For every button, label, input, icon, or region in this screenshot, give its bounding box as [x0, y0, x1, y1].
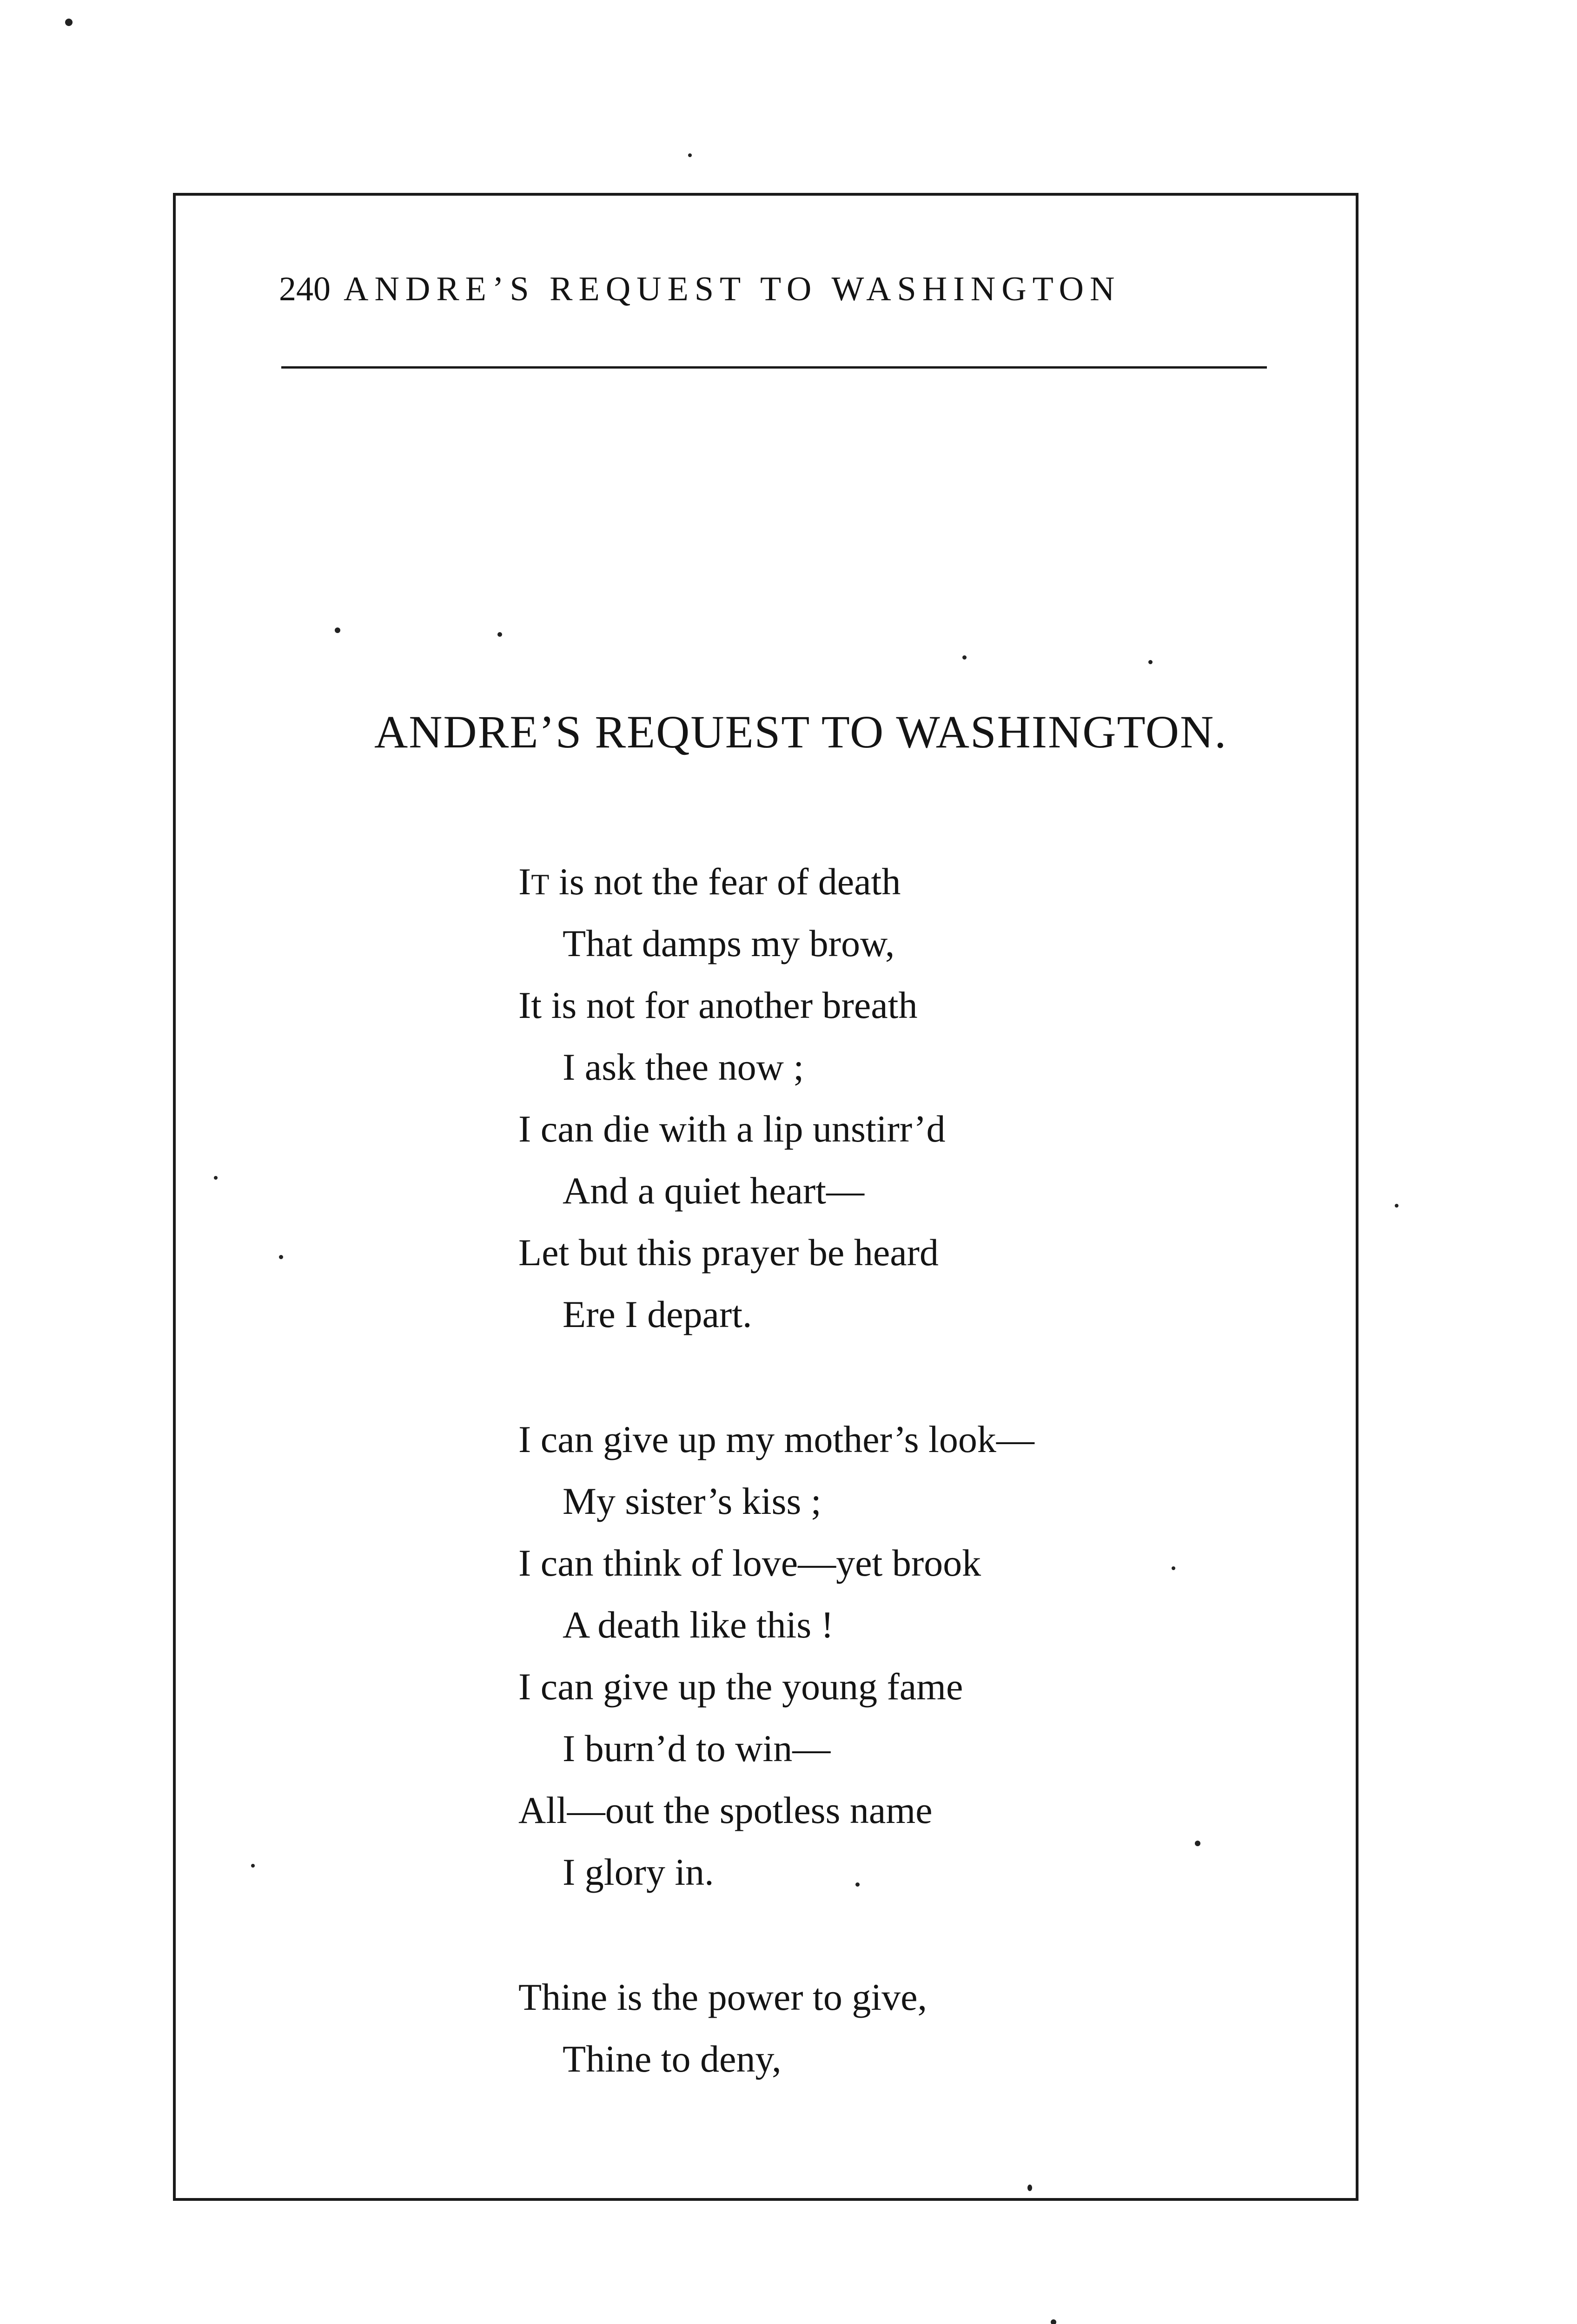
scan-speck: [1027, 2185, 1032, 2191]
stanza-2: [518, 1408, 1034, 1903]
verse-line: All—out the spotless name: [518, 1789, 933, 1831]
verse-line: My sister’s kiss ;: [563, 1480, 822, 1522]
scan-speck: [1195, 1841, 1200, 1846]
verse-line: And a quiet heart—: [563, 1169, 864, 1212]
verse-line: [518, 851, 945, 912]
verse-line: Ere I depart.: [563, 1293, 752, 1335]
scan-speck: [1172, 1566, 1175, 1570]
scan-speck: [962, 655, 967, 660]
drop-word-initial: I: [518, 860, 531, 903]
scan-speck: [251, 1864, 255, 1868]
verse-line: I can give up the young fame: [518, 1665, 963, 1708]
verse-line: I can die with a lip unstirr’d: [518, 1108, 946, 1150]
running-head-title: ANDRE’S REQUEST TO WASHINGTON: [344, 270, 1121, 308]
verse-line: I can think of love—yet brook: [518, 1542, 981, 1584]
verse-line: That damps my brow,: [563, 922, 895, 964]
verse-line-text: is not the fear of death: [549, 860, 901, 903]
running-head: [279, 272, 1279, 306]
scan-speck: [497, 632, 502, 637]
verse-line: Let but this prayer be heard: [518, 1231, 939, 1274]
scan-speck: [855, 1882, 860, 1887]
verse-line: Thine to deny,: [563, 2038, 782, 2080]
header-rule: [281, 366, 1267, 369]
scan-speck: [335, 627, 340, 633]
verse-line: I glory in.: [563, 1851, 714, 1893]
page-number: 240: [279, 270, 331, 308]
stanza-1: [518, 851, 945, 1345]
drop-word-small-caps: T: [531, 868, 550, 901]
verse-line: I ask thee now ;: [563, 1046, 804, 1088]
verse-line: It is not for another breath: [518, 984, 918, 1026]
poem-title: ANDRE’S REQUEST TO WASHINGTON.: [374, 706, 1227, 758]
scan-speck: [279, 1255, 283, 1259]
scan-speck: [1148, 660, 1153, 664]
scan-speck: [214, 1176, 218, 1180]
scan-speck: [1395, 1204, 1398, 1208]
stanza-3: [518, 1966, 927, 2090]
verse-line: I burn’d to win—: [563, 1727, 831, 1769]
scan-speck: [1051, 2319, 1056, 2324]
verse-line: Thine is the power to give,: [518, 1976, 928, 2018]
scan-speck: [65, 19, 73, 26]
verse-line: I can give up my mother’s look—: [518, 1418, 1034, 1460]
scan-speck: [688, 153, 692, 157]
verse-line: A death like this !: [563, 1604, 834, 1646]
